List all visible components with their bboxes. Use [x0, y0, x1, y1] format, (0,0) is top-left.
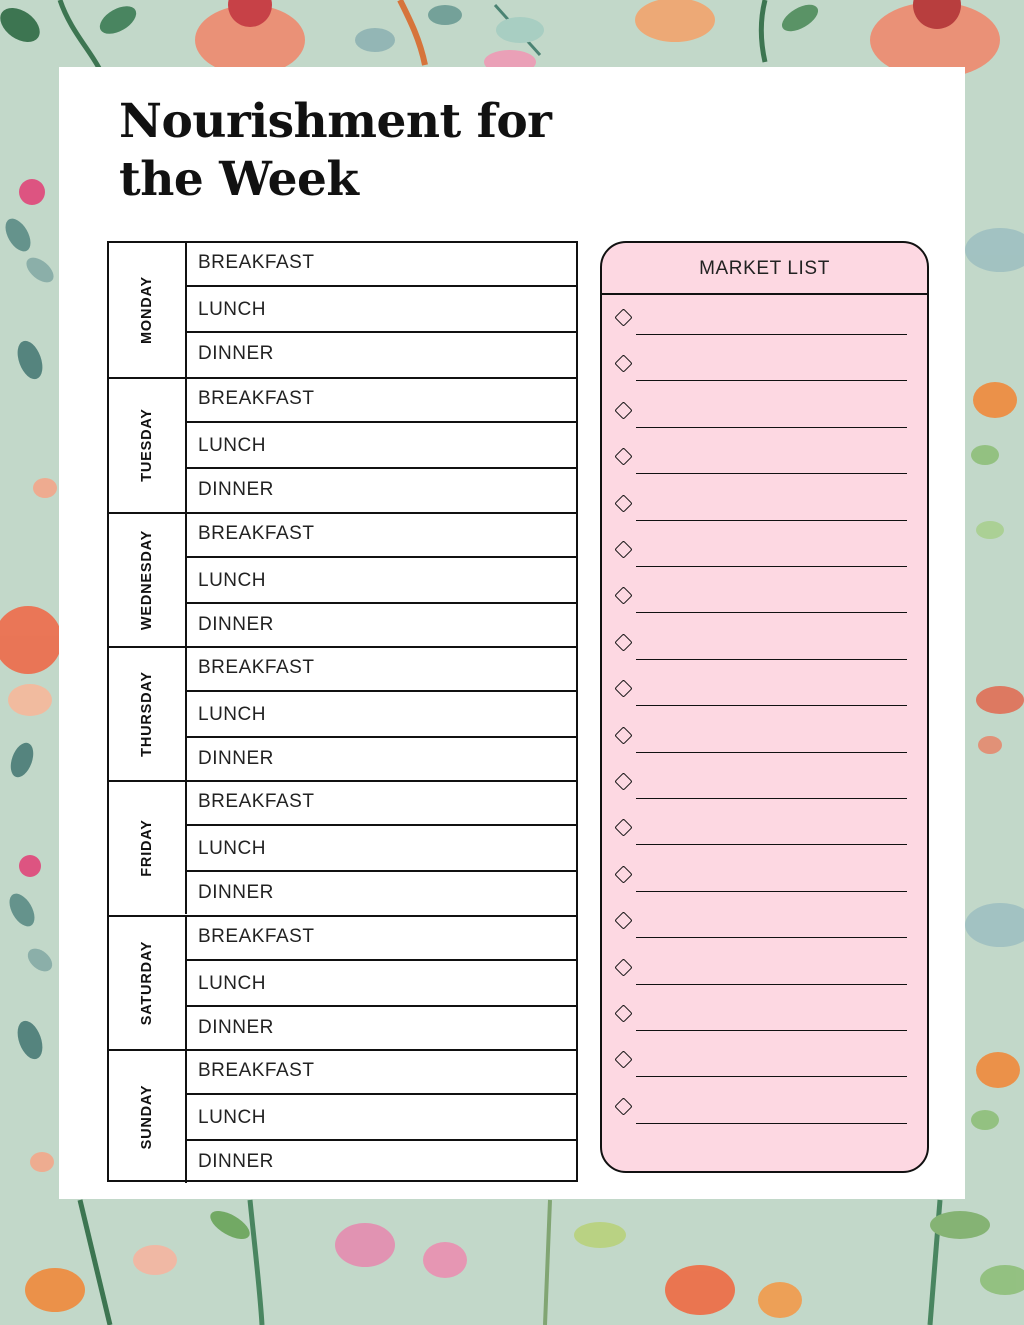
diamond-checkbox-icon[interactable]	[614, 447, 632, 465]
write-in-line[interactable]	[636, 937, 907, 938]
write-in-line[interactable]	[636, 520, 907, 521]
day-block-friday	[109, 780, 576, 914]
market-list-item[interactable]	[614, 769, 907, 799]
write-in-line[interactable]	[636, 984, 907, 985]
day-label: SATURDAY	[139, 940, 155, 1025]
dinner-field[interactable]: DINNER	[198, 882, 274, 904]
diamond-checkbox-icon[interactable]	[614, 401, 632, 419]
market-list-title: MARKET LIST	[602, 243, 927, 295]
market-list-item[interactable]	[614, 537, 907, 567]
diamond-checkbox-icon[interactable]	[614, 1051, 632, 1069]
diamond-checkbox-icon[interactable]	[614, 1097, 632, 1115]
breakfast-field[interactable]: BREAKFAST	[187, 648, 576, 692]
day-label-cell	[109, 917, 187, 1049]
page-title: Nourishment for the Week	[119, 94, 552, 207]
diamond-checkbox-icon[interactable]	[614, 633, 632, 651]
market-list-item[interactable]	[614, 862, 907, 892]
planner-sheet	[59, 67, 965, 1199]
lunch-field[interactable]: LUNCH	[187, 423, 576, 469]
lunch-field[interactable]: LUNCH	[187, 692, 576, 738]
write-in-line[interactable]	[636, 659, 907, 660]
write-in-line[interactable]	[636, 891, 907, 892]
day-label: TUESDAY	[139, 408, 155, 483]
breakfast-field[interactable]: BREAKFAST	[187, 917, 576, 961]
market-list-item[interactable]	[614, 398, 907, 428]
day-label-cell	[109, 514, 187, 646]
market-list-item[interactable]	[614, 1094, 907, 1124]
write-in-line[interactable]	[636, 798, 907, 799]
market-list-item[interactable]	[614, 444, 907, 474]
dinner-field[interactable]: DINNER	[198, 343, 274, 364]
day-label-cell	[109, 243, 187, 377]
diamond-checkbox-icon[interactable]	[614, 494, 632, 512]
diamond-checkbox-icon[interactable]	[614, 308, 632, 326]
diamond-checkbox-icon[interactable]	[614, 865, 632, 883]
day-block-wednesday	[109, 512, 576, 646]
day-label: SUNDAY	[139, 1084, 155, 1150]
market-list-item[interactable]	[614, 955, 907, 985]
diamond-checkbox-icon[interactable]	[614, 540, 632, 558]
lunch-field[interactable]: LUNCH	[187, 287, 576, 333]
diamond-checkbox-icon[interactable]	[614, 911, 632, 929]
breakfast-field[interactable]: BREAKFAST	[187, 514, 576, 558]
lunch-field[interactable]: LUNCH	[187, 826, 576, 872]
diamond-checkbox-icon[interactable]	[614, 772, 632, 790]
market-list-panel	[600, 241, 929, 1173]
day-block-saturday	[109, 915, 576, 1049]
day-block-thursday	[109, 646, 576, 780]
lunch-field[interactable]: LUNCH	[187, 1095, 576, 1141]
market-list-item[interactable]	[614, 630, 907, 660]
write-in-line[interactable]	[636, 612, 907, 613]
day-block-sunday	[109, 1049, 576, 1183]
diamond-checkbox-icon[interactable]	[614, 958, 632, 976]
market-list-item[interactable]	[614, 723, 907, 753]
meal-plan-table	[107, 241, 578, 1182]
day-label: MONDAY	[139, 276, 155, 345]
market-list-item[interactable]	[614, 1047, 907, 1077]
write-in-line[interactable]	[636, 705, 907, 706]
day-label: THURSDAY	[139, 671, 155, 757]
write-in-line[interactable]	[636, 844, 907, 845]
write-in-line[interactable]	[636, 334, 907, 335]
market-list-item[interactable]	[614, 815, 907, 845]
breakfast-field[interactable]: BREAKFAST	[187, 379, 576, 423]
market-list-item[interactable]	[614, 583, 907, 613]
write-in-line[interactable]	[636, 752, 907, 753]
dinner-field[interactable]: DINNER	[198, 1016, 274, 1038]
write-in-line[interactable]	[636, 1076, 907, 1077]
lunch-field[interactable]: LUNCH	[187, 961, 576, 1007]
write-in-line[interactable]	[636, 1123, 907, 1124]
day-label: WEDNESDAY	[139, 529, 155, 630]
diamond-checkbox-icon[interactable]	[614, 679, 632, 697]
lunch-field[interactable]: LUNCH	[187, 558, 576, 604]
breakfast-field[interactable]: BREAKFAST	[187, 243, 576, 287]
breakfast-field[interactable]: BREAKFAST	[187, 782, 576, 826]
dinner-field[interactable]: DINNER	[198, 479, 274, 501]
diamond-checkbox-icon[interactable]	[614, 355, 632, 373]
write-in-line[interactable]	[636, 1030, 907, 1031]
dinner-field[interactable]: DINNER	[198, 1150, 274, 1172]
diamond-checkbox-icon[interactable]	[614, 1004, 632, 1022]
dinner-field[interactable]: DINNER	[198, 613, 274, 635]
diamond-checkbox-icon[interactable]	[614, 587, 632, 605]
write-in-line[interactable]	[636, 427, 907, 428]
market-list-item[interactable]	[614, 676, 907, 706]
market-list-item[interactable]	[614, 1001, 907, 1031]
write-in-line[interactable]	[636, 473, 907, 474]
market-list-item[interactable]	[614, 491, 907, 521]
day-label-cell	[109, 648, 187, 780]
breakfast-field[interactable]: BREAKFAST	[187, 1051, 576, 1095]
day-label-cell	[109, 379, 187, 511]
diamond-checkbox-icon[interactable]	[614, 726, 632, 744]
market-list-item[interactable]	[614, 908, 907, 938]
market-list-item[interactable]	[614, 351, 907, 381]
write-in-line[interactable]	[636, 380, 907, 381]
dinner-field[interactable]: DINNER	[198, 747, 274, 769]
write-in-line[interactable]	[636, 566, 907, 567]
market-list-item[interactable]	[614, 305, 907, 335]
day-label: FRIDAY	[139, 819, 155, 878]
diamond-checkbox-icon[interactable]	[614, 819, 632, 837]
day-label-cell	[109, 1051, 187, 1183]
day-label-cell	[109, 782, 187, 914]
day-block-tuesday	[109, 377, 576, 511]
day-block-monday	[109, 243, 576, 377]
